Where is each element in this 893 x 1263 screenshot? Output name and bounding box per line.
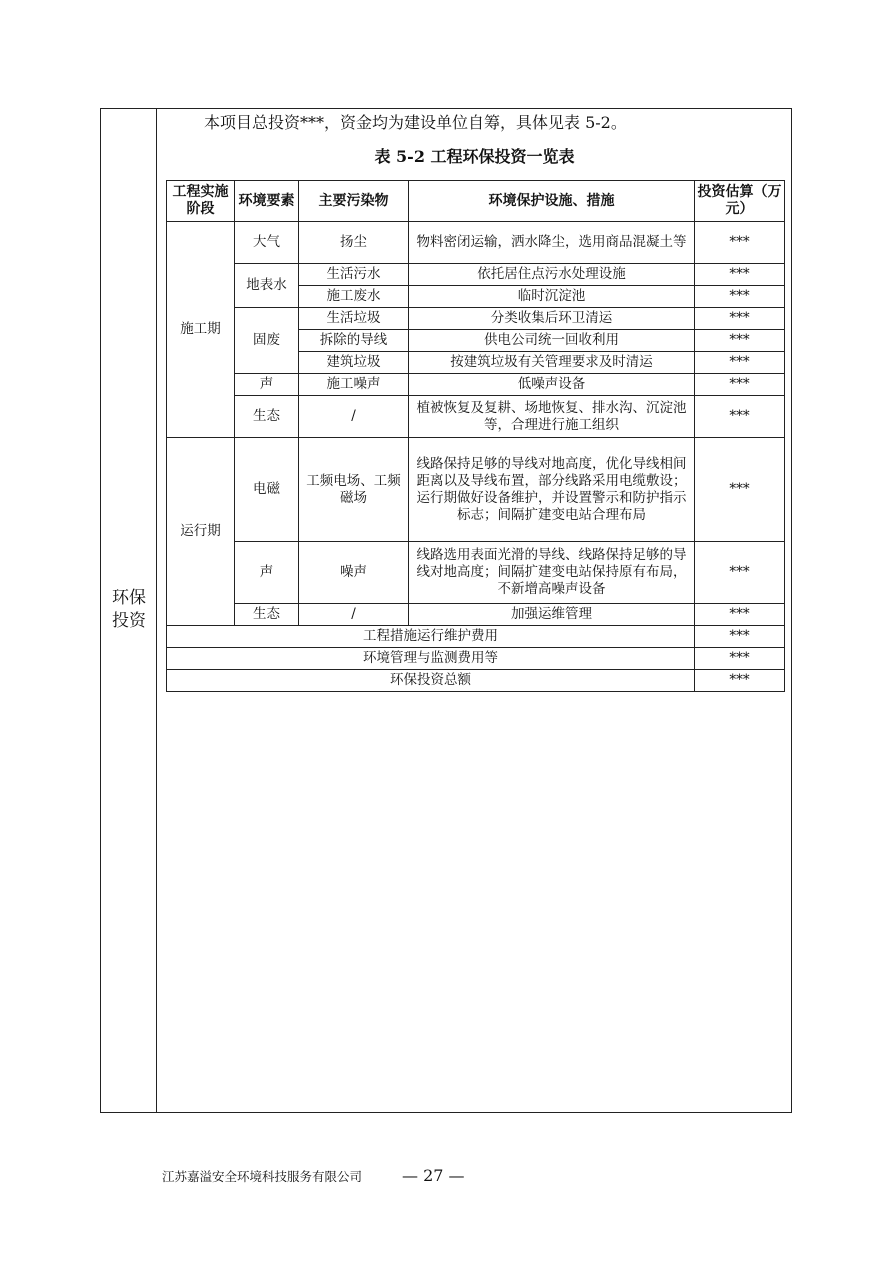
header-element: 环境要素 xyxy=(235,181,299,222)
cost-cell: *** xyxy=(695,542,785,604)
pollutant-cell: 拆除的导线 xyxy=(299,330,409,352)
table-caption: 表 5-2 工程环保投资一览表 xyxy=(374,147,575,166)
pollutant-cell: 生活垃圾 xyxy=(299,308,409,330)
cost-cell: *** xyxy=(695,438,785,542)
cost-cell: *** xyxy=(695,604,785,626)
pollutant-cell: / xyxy=(299,604,409,626)
table-row xyxy=(167,542,785,604)
pollutant-cell: 噪声 xyxy=(299,542,409,604)
pollutant-cell: 扬尘 xyxy=(299,222,409,264)
summary-label: 工程措施运行维护费用 xyxy=(167,626,695,648)
summary-cost: *** xyxy=(695,648,785,670)
cost-cell: *** xyxy=(695,330,785,352)
header-phase: 工程实施阶段 xyxy=(167,181,235,222)
measure-cell: 按建筑垃圾有关管理要求及时清运 xyxy=(409,352,695,374)
table-row xyxy=(167,264,785,286)
element-air: 大气 xyxy=(235,222,299,264)
cost-cell: *** xyxy=(695,308,785,330)
form-frame xyxy=(100,108,792,1113)
side-label: 环保投资 xyxy=(112,588,146,631)
footer-company: 江苏嘉溢安全环境科技服务有限公司 xyxy=(162,1169,363,1184)
measure-cell: 低噪声设备 xyxy=(409,374,695,396)
summary-row xyxy=(167,670,785,692)
measure-cell: 供电公司统一回收利用 xyxy=(409,330,695,352)
cost-cell: *** xyxy=(695,396,785,438)
measure-cell: 植被恢复及复耕、场地恢复、排水沟、沉淀池等，合理进行施工组织 xyxy=(409,396,695,438)
header-pollutant: 主要污染物 xyxy=(299,181,409,222)
pollutant-cell: / xyxy=(299,396,409,438)
header-cost: 投资估算（万元） xyxy=(695,181,785,222)
header-measure: 环境保护设施、措施 xyxy=(409,181,695,222)
measure-cell: 线路保持足够的导线对地高度，优化导线相间距离以及导线布置，部分线路采用电缆敷设；运行期做好设备维护，并设置警示和防护指示标志；间隔扩建变电站合理布局 xyxy=(409,438,695,542)
summary-row xyxy=(167,648,785,670)
side-label-cell xyxy=(101,109,157,1112)
pollutant-cell: 施工噪声 xyxy=(299,374,409,396)
investment-table xyxy=(166,180,785,692)
intro-paragraph: 本项目总投资***，资金均为建设单位自筹，具体见表 5-2。 xyxy=(204,113,627,132)
measure-cell: 临时沉淀池 xyxy=(409,286,695,308)
cost-cell: *** xyxy=(695,374,785,396)
measure-cell: 物料密闭运输，洒水降尘，选用商品混凝土等 xyxy=(409,222,695,264)
measure-cell: 分类收集后环卫清运 xyxy=(409,308,695,330)
element-surface-water: 地表水 xyxy=(235,264,299,308)
element-solid-waste: 固废 xyxy=(235,308,299,374)
cost-cell: *** xyxy=(695,352,785,374)
element-ecology: 生态 xyxy=(235,396,299,438)
summary-label: 环境管理与监测费用等 xyxy=(167,648,695,670)
summary-cost: *** xyxy=(695,670,785,692)
table-row xyxy=(167,374,785,396)
summary-row xyxy=(167,626,785,648)
content-cell xyxy=(158,109,791,1112)
table-row xyxy=(167,222,785,264)
measure-cell: 加强运维管理 xyxy=(409,604,695,626)
table-row xyxy=(167,308,785,330)
phase-construction: 施工期 xyxy=(167,222,235,438)
table-header-row xyxy=(167,181,785,222)
table-row xyxy=(167,604,785,626)
measure-cell: 线路选用表面光滑的导线、线路保持足够的导线对地高度；间隔扩建变电站保持原有布局，不新增高噪声设备 xyxy=(409,542,695,604)
summary-cost: *** xyxy=(695,626,785,648)
pollutant-cell: 工频电场、工频磁场 xyxy=(299,438,409,542)
pollutant-cell: 施工废水 xyxy=(299,286,409,308)
cost-cell: *** xyxy=(695,264,785,286)
phase-operation: 运行期 xyxy=(167,438,235,626)
cost-cell: *** xyxy=(695,286,785,308)
element-em: 电磁 xyxy=(235,438,299,542)
pollutant-cell: 生活污水 xyxy=(299,264,409,286)
cost-cell: *** xyxy=(695,222,785,264)
measure-cell: 依托居住点污水处理设施 xyxy=(409,264,695,286)
table-row xyxy=(167,396,785,438)
page-number: — 27 — xyxy=(402,1166,465,1185)
table-row xyxy=(167,438,785,542)
element-op-ecology: 生态 xyxy=(235,604,299,626)
element-op-noise: 声 xyxy=(235,542,299,604)
element-noise: 声 xyxy=(235,374,299,396)
summary-label: 环保投资总额 xyxy=(167,670,695,692)
pollutant-cell: 建筑垃圾 xyxy=(299,352,409,374)
